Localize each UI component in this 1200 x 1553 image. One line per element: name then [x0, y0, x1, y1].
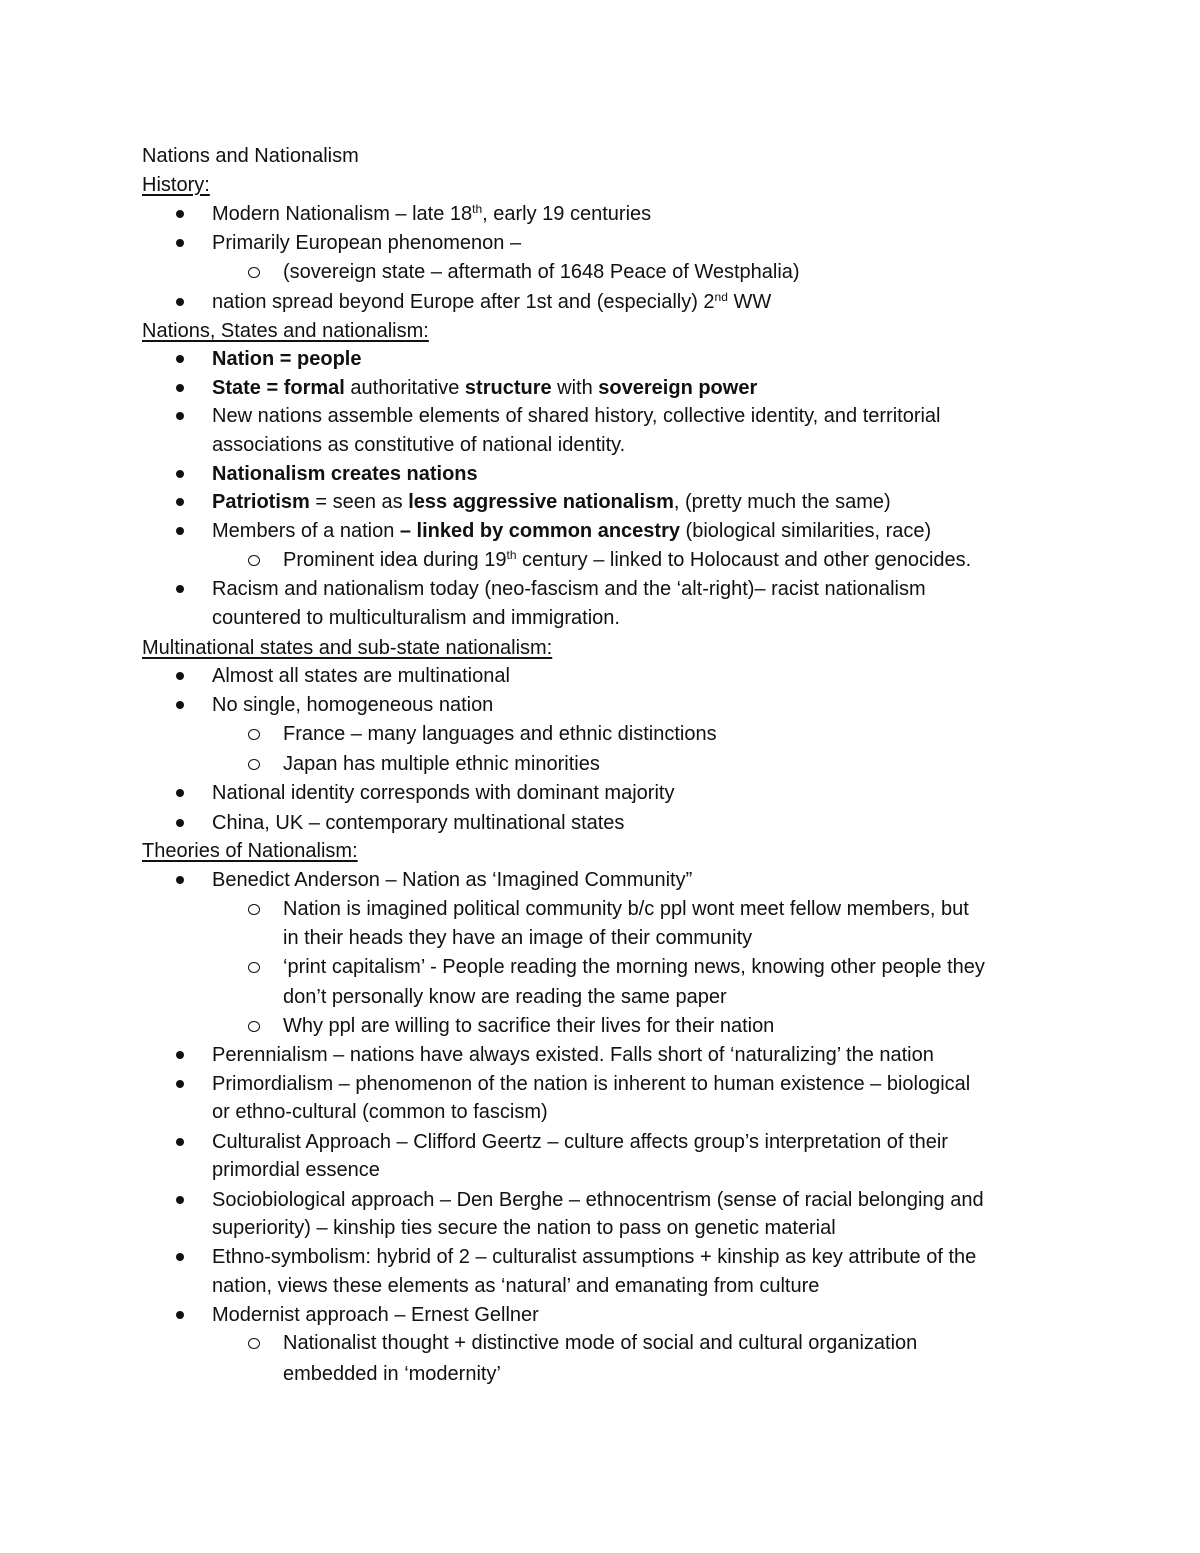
- bullet-continuation: [0, 603, 1200, 633]
- bullet-text: Ethno-symbolism: hybrid of 2 – culturalist assumptions + kinship as key attribute of the: [212, 1246, 977, 1268]
- bullet-item: [0, 1069, 1200, 1099]
- bullet-icon: [176, 585, 184, 593]
- sub-bullet-item: [0, 749, 1200, 779]
- bullet-text: Benedict Anderson – Nation as ‘Imagined Community”: [212, 869, 693, 891]
- bullet-text: Members of a nation – linked by common ancestry (biological similarities, race): [212, 520, 932, 542]
- bullet-icon: [176, 1311, 184, 1319]
- bullet-icon: [176, 1080, 184, 1088]
- bullet-item: [0, 1242, 1200, 1272]
- sub-bullet-icon: [248, 729, 260, 740]
- bullet-icon: [176, 1051, 184, 1059]
- bullet-continuation: [0, 1155, 1200, 1185]
- bullet-text: Primordialism – phenomenon of the nation is inherent to human existence – biological: [212, 1073, 971, 1095]
- bullet-item: [0, 459, 1200, 489]
- bullet-text: No single, homogeneous nation: [212, 694, 494, 716]
- sub-bullet-item: [0, 1328, 1200, 1358]
- bullet-item: [0, 487, 1200, 517]
- bullet-item: [0, 661, 1200, 691]
- bullet-item: [0, 199, 1200, 229]
- bullet-text: Modern Nationalism – late 18th, early 19 centuries: [212, 202, 652, 225]
- bullet-item: [0, 865, 1200, 895]
- bullet-text: Perennialism – nations have always existed. Falls short of ‘naturalizing’ the nation: [212, 1044, 934, 1066]
- bullet-item: [0, 808, 1200, 838]
- sub-bullet-icon: [248, 1021, 260, 1032]
- bullet-item: [0, 401, 1200, 431]
- bullet-icon: [176, 876, 184, 884]
- bullet-item: [0, 1040, 1200, 1070]
- bullet-item: [0, 516, 1200, 546]
- sub-bullet-icon: [248, 759, 260, 770]
- section-heading-theories-line: [0, 836, 1200, 866]
- bullet-icon: [176, 1196, 184, 1204]
- bullet-continuation: [0, 1213, 1200, 1243]
- bullet-icon: [176, 355, 184, 363]
- bullet-item: [0, 690, 1200, 720]
- bullet-icon: [176, 1138, 184, 1146]
- bullet-text: Racism and nationalism today (neo-fascism and the ‘alt-right)– racist nationalism: [212, 578, 926, 600]
- bullet-icon: [176, 498, 184, 506]
- bullet-icon: [176, 701, 184, 709]
- bullet-item: [0, 1127, 1200, 1157]
- bullet-icon: [176, 789, 184, 797]
- sub-bullet-continuation: [0, 1359, 1200, 1389]
- sub-bullet-item: [0, 257, 1200, 287]
- document-title: Nations and Nationalism: [142, 145, 359, 167]
- bullet-text: Patriotism = seen as less aggressive nationalism, (pretty much the same): [212, 491, 891, 513]
- section-heading-multinational-line: [0, 633, 1200, 663]
- document-title-line: [0, 141, 1200, 171]
- bullet-text: countered to multiculturalism and immigration.: [212, 607, 620, 629]
- sub-bullet-icon: [248, 1338, 260, 1349]
- sub-bullet-icon: [248, 555, 260, 566]
- sub-bullet-text: in their heads they have an image of their community: [283, 927, 753, 949]
- bullet-icon: [176, 819, 184, 827]
- bullet-icon: [176, 1253, 184, 1261]
- sub-bullet-continuation: [0, 982, 1200, 1012]
- bullet-text: Nation = people: [212, 348, 362, 370]
- section-heading-history-line: [0, 170, 1200, 200]
- sub-bullet-continuation: [0, 923, 1200, 953]
- bullet-icon: [176, 672, 184, 680]
- bullet-icon: [176, 239, 184, 247]
- bullet-item: [0, 228, 1200, 258]
- bullet-text: or ethno-cultural (common to fascism): [212, 1101, 548, 1123]
- section-heading-nations-states: Nations, States and nationalism:: [142, 320, 429, 342]
- section-heading-multinational: Multinational states and sub-state nationalism:: [142, 637, 553, 659]
- section-heading-nations-states-line: [0, 316, 1200, 346]
- bullet-text: superiority) – kinship ties secure the nation to pass on genetic material: [212, 1217, 836, 1239]
- bullet-text: nation, views these elements as ‘natural’ and emanating from culture: [212, 1275, 820, 1297]
- bullet-text: New nations assemble elements of shared history, collective identity, and territorial: [212, 405, 941, 427]
- bullet-item: [0, 1300, 1200, 1330]
- bullet-icon: [176, 527, 184, 535]
- bullet-icon: [176, 298, 184, 306]
- sub-bullet-text: Why ppl are willing to sacrifice their lives for their nation: [283, 1015, 775, 1037]
- sub-bullet-item: [0, 1011, 1200, 1041]
- sub-bullet-text: ‘print capitalism’ - People reading the morning news, knowing other people they: [283, 956, 985, 978]
- bullet-text: associations as constitutive of national identity.: [212, 434, 626, 456]
- sub-bullet-text: (sovereign state – aftermath of 1648 Peace of Westphalia): [283, 261, 800, 283]
- bullet-text: State = formal authoritative structure with sovereign power: [212, 377, 758, 399]
- bullet-icon: [176, 384, 184, 392]
- bullet-continuation: [0, 1097, 1200, 1127]
- bullet-icon: [176, 412, 184, 420]
- bullet-continuation: [0, 430, 1200, 460]
- bullet-continuation: [0, 1271, 1200, 1301]
- bullet-item: [0, 287, 1200, 317]
- sub-bullet-item: [0, 952, 1200, 982]
- sub-bullet-text: Japan has multiple ethnic minorities: [283, 753, 600, 775]
- bullet-text: National identity corresponds with dominant majority: [212, 782, 675, 804]
- bullet-item: [0, 373, 1200, 403]
- bullet-item: [0, 344, 1200, 374]
- section-heading-theories: Theories of Nationalism:: [142, 840, 358, 862]
- bullet-text: primordial essence: [212, 1159, 380, 1181]
- bullet-text: Nationalism creates nations: [212, 463, 478, 485]
- sub-bullet-item: [0, 894, 1200, 924]
- sub-bullet-icon: [248, 267, 260, 278]
- sub-bullet-icon: [248, 904, 260, 915]
- bullet-item: [0, 574, 1200, 604]
- section-heading-history: History:: [142, 174, 210, 196]
- bullet-text: Sociobiological approach – Den Berghe – ethnocentrism (sense of racial belonging and: [212, 1189, 984, 1211]
- sub-bullet-item: [0, 545, 1200, 575]
- sub-bullet-item: [0, 719, 1200, 749]
- bullet-item: [0, 778, 1200, 808]
- sub-bullet-icon: [248, 962, 260, 973]
- bullet-text: Primarily European phenomenon –: [212, 232, 522, 254]
- bullet-text: Almost all states are multinational: [212, 665, 510, 687]
- bullet-icon: [176, 470, 184, 478]
- bullet-icon: [176, 210, 184, 218]
- bullet-text: China, UK – contemporary multinational states: [212, 812, 625, 834]
- bullet-text: Modernist approach – Ernest Gellner: [212, 1304, 539, 1326]
- sub-bullet-text: Nation is imagined political community b/c ppl wont meet fellow members, but: [283, 898, 969, 920]
- bullet-text: nation spread beyond Europe after 1st and (especially) 2nd WW: [212, 290, 772, 313]
- sub-bullet-text: Nationalist thought + distinctive mode of social and cultural organization: [283, 1332, 918, 1354]
- sub-bullet-text: don’t personally know are reading the same paper: [283, 986, 727, 1008]
- bullet-text: Culturalist Approach – Clifford Geertz – culture affects group’s interpretation of their: [212, 1131, 948, 1153]
- sub-bullet-text: Prominent idea during 19th century – linked to Holocaust and other genocides.: [283, 548, 972, 571]
- sub-bullet-text: embedded in ‘modernity’: [283, 1363, 501, 1385]
- bullet-item: [0, 1185, 1200, 1215]
- sub-bullet-text: France – many languages and ethnic distinctions: [283, 723, 717, 745]
